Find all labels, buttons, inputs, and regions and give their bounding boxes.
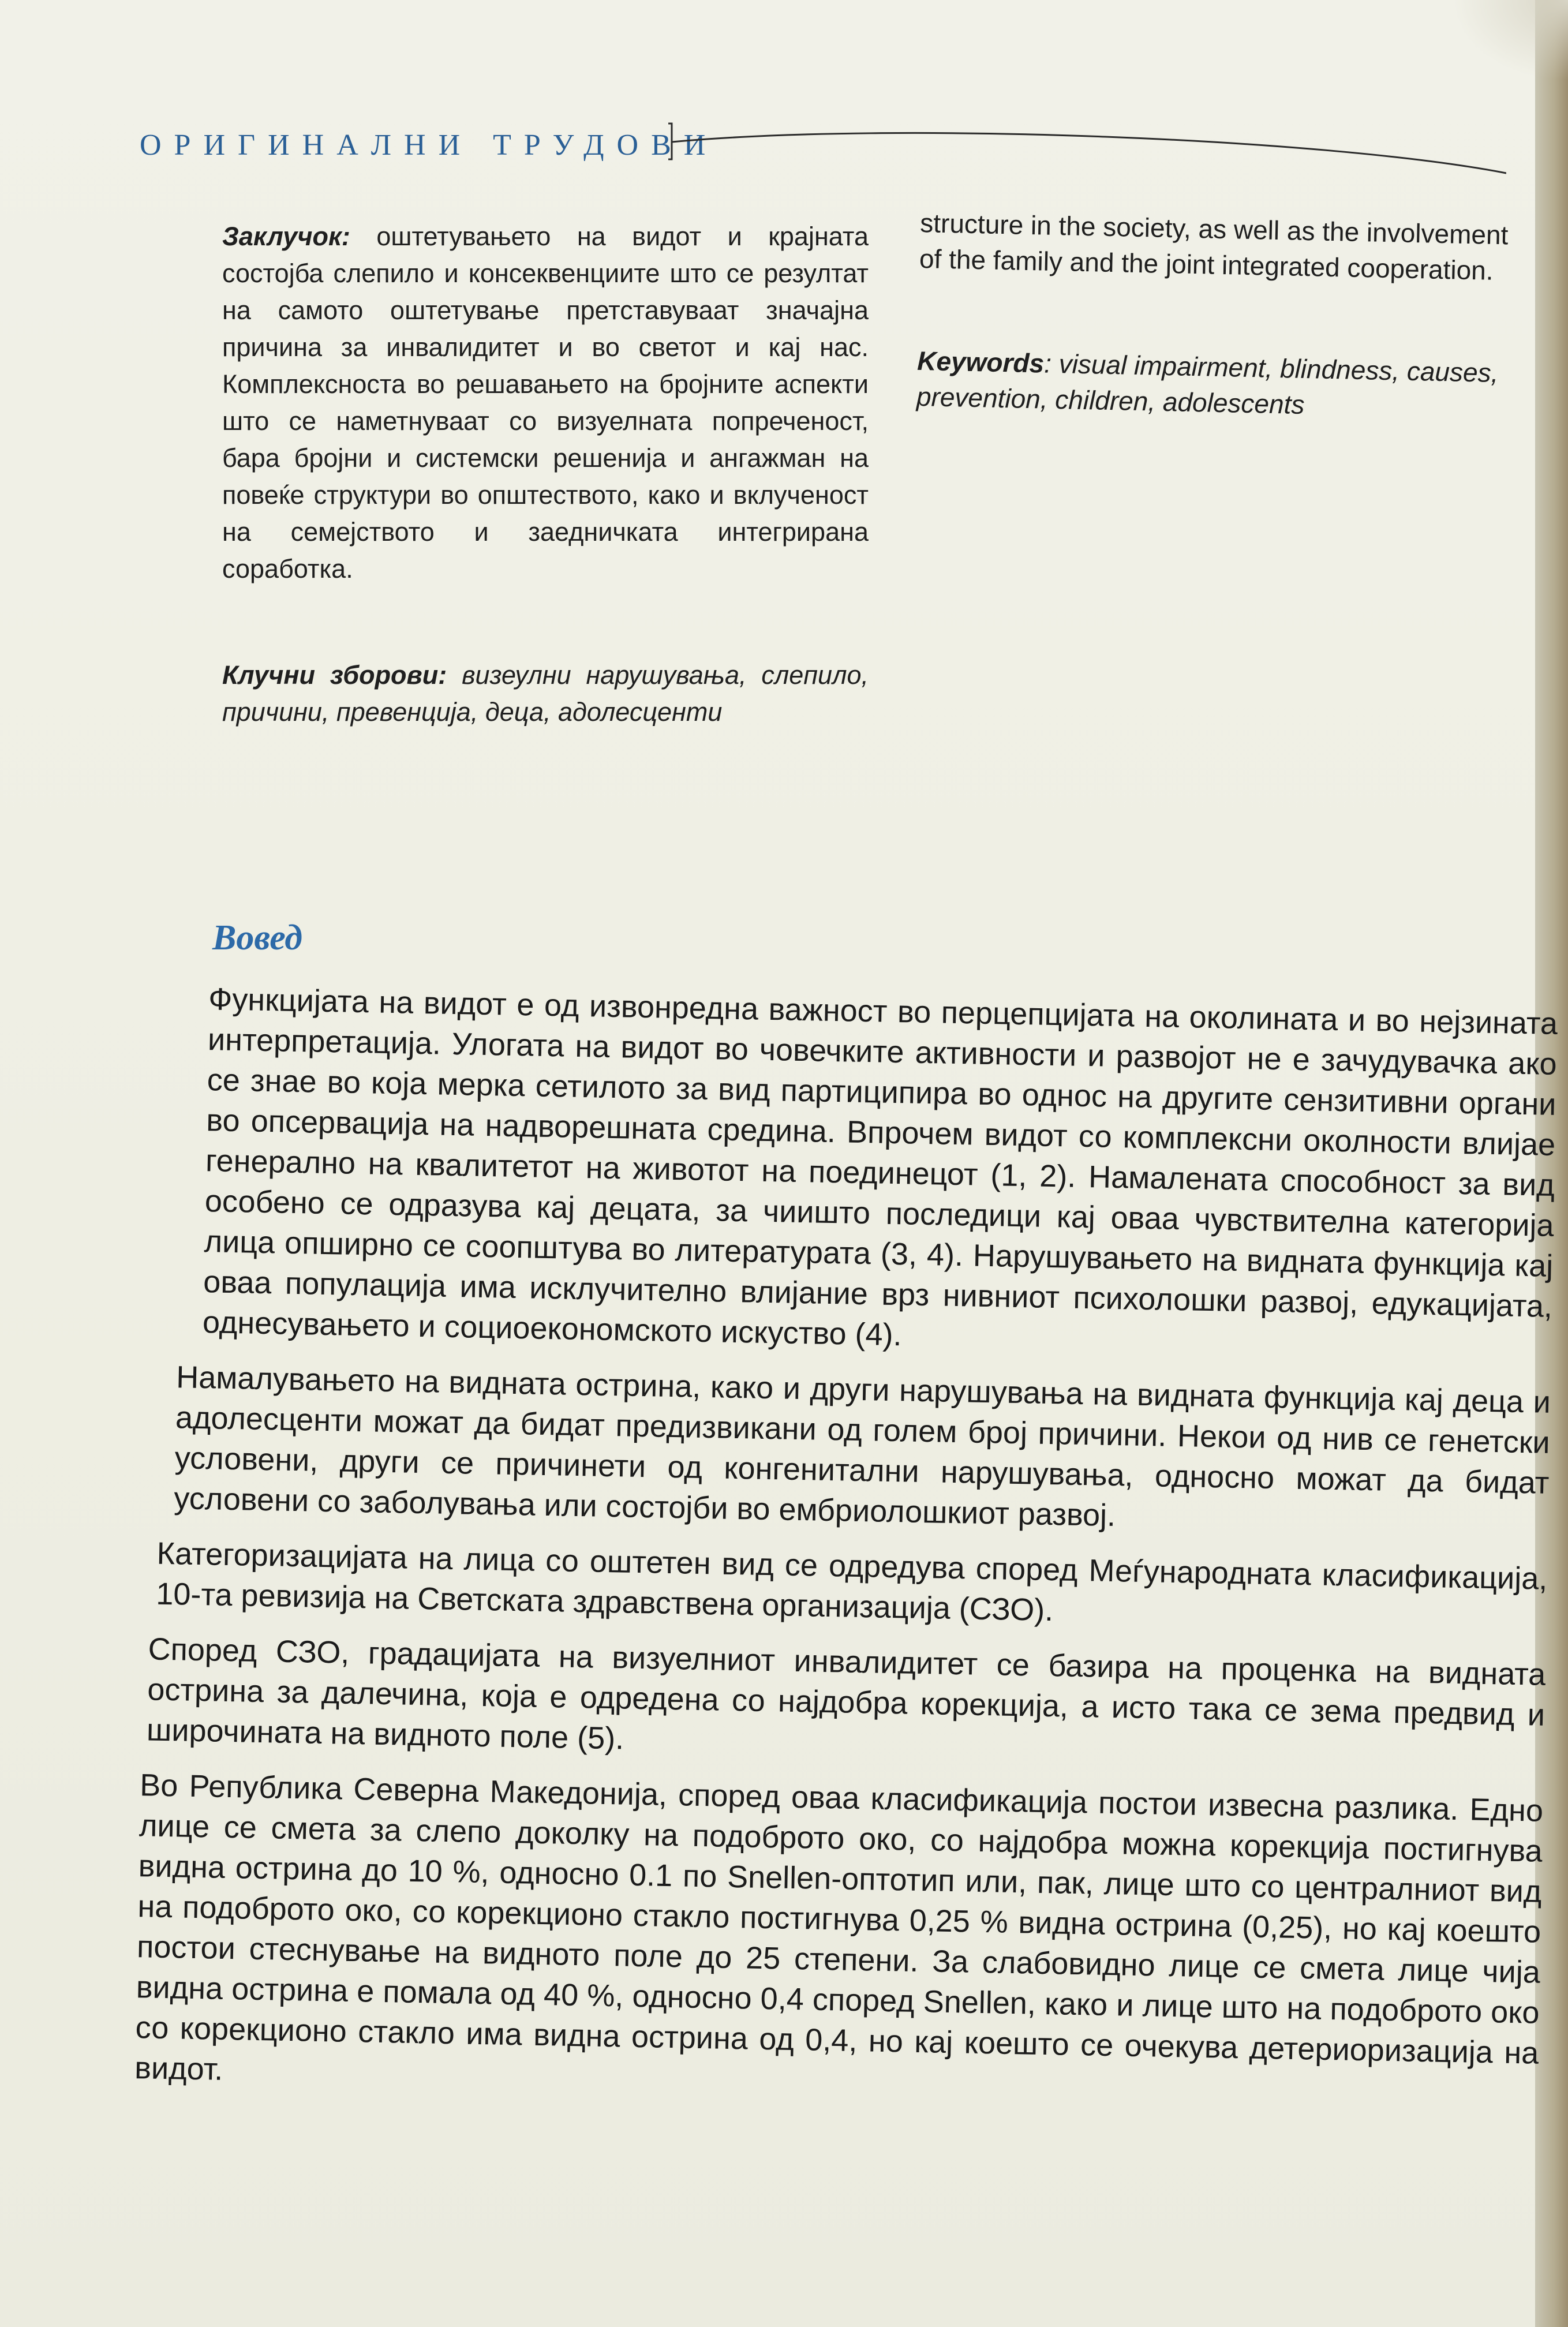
section-label: ОРИГИНАЛНИ ТРУДОВИ xyxy=(140,129,718,162)
intro-paragraph: Според СЗО, градацијата на визуелниот инвалидитет се базира на проценка на видната острина за далечина, која е одредена со најдобра корекција, а исто така се зема предвид и широчината на видното поле (5). xyxy=(146,1632,1546,1756)
introduction-body xyxy=(134,978,1558,2129)
abstract-mk-column xyxy=(222,218,869,731)
keywords-mk-text: визеулни нарушувања, слепило, причини, превенција, деца, адолесценти xyxy=(222,660,869,727)
intro-paragraph: Во Република Северна Македонија, според оваа класификација постои извесна разлика. Едно лице се смета за слепо доколку на подоброто око, со најдобра можна корекција постигнува видна острина до 10 %, односно 0.1 по Snellen-оптотип или, пак, лице што со централниот вид на подоброто око, со корекционо стакло постигнува 0,25 % видна острина (0,25), но кај коешто постои стеснување на видното поле до 25 степени. За слабовидно лице се смета лице чија видна острина е помала од 40 %, односно 0,4 според Snellen, како и лице што на подоброто око со корекционо стакло има видна острина од 0,4, но кај коешто се очекува детериоризација на видот. xyxy=(134,1768,1544,2087)
keywords-en-paragraph xyxy=(916,343,1517,427)
introduction-heading: Вовед xyxy=(212,918,303,957)
conclusion-text: оштетувањето на видот и крајната состојба слепило и консеквенциите што се резултат на самото оштетување претставуваат значајна причина за инвалидитет и во светот и кај нас. Комплексноста во решавањето на бројните аспекти што се наметнуваат со визуелната попреченост, бара бројни и системски решенија и ангажман на повеќе структури во општеството, како и вклученост на семејството и заедничката интегрирана соработка. xyxy=(222,222,869,583)
intro-paragraph: Функцијата на видот е од извонредна важност во перцепцијата на околината и во нејзината интерпретација. Улогата на видот во човечките активности и развојот не е зачудувачка ако се знае во која мерка сетилото за вид партиципира во однос на другите сензитивни органи во опсервација на надворешната средина. Впрочем видот со комплексни околности влијае генерално на квалитетот на животот на поединецот (1, 2). Намалената способност за вид особено се одразува кај децата, за чиишто последици кај оваа чувствителна категорија лица опширно се соопштува во литературата (3, 4). Нарушувањето на видната функција кај оваа популација има исклучително влијание врз нивниот психолошки развој, едукацијата, однесувањето и социоекономското искуство (4). xyxy=(202,982,1558,1353)
intro-paragraph: Намалувањето на видната острина, како и други нарушувања на видната функција кај деца и адолесценти можат да бидат предизвикани од голем број причини. Некои од нив се генетски условени, други се причинети од конгенитални нарушувања, односно можат да бидат условени со заболувања или состојби во ембриолошкиот развој. xyxy=(173,1360,1551,1533)
keywords-en-label: Keywords xyxy=(916,345,1045,379)
conclusion-label: Заклучок: xyxy=(222,222,350,251)
abstract-en-tail: structure in the society, as well as the involvement of the family and the joint integrated cooperation. xyxy=(919,207,1509,286)
abstract-en-column xyxy=(916,205,1520,427)
conclusion-paragraph xyxy=(222,218,869,588)
keywords-mk-label: Клучни зборови: xyxy=(222,660,447,690)
keywords-mk-paragraph xyxy=(222,657,869,731)
keywords-en-text: : visual impairment, blindness, causes, prevention, children, adolescents xyxy=(916,348,1499,420)
header-rule xyxy=(664,115,1506,185)
intro-paragraph: Категоризацијата на лица со оштетен вид се одредува според Меѓународната класификација, 10-та ревизија на Светската здравствена организација (СЗО). xyxy=(155,1536,1548,1628)
page-curl-shadow xyxy=(1453,0,1568,81)
